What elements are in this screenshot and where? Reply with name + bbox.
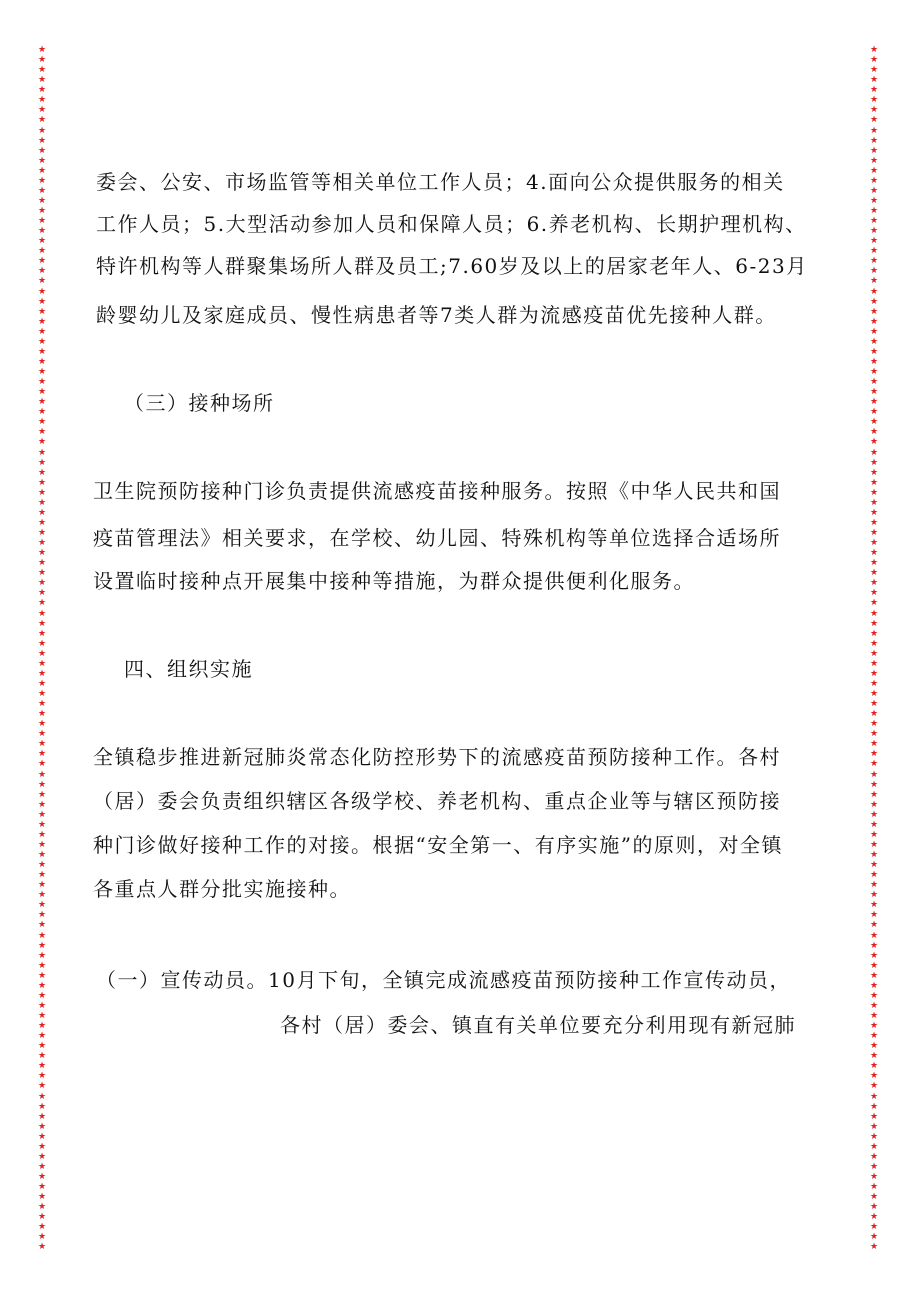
- star-icon: ★: [37, 1101, 47, 1112]
- star-icon: ★: [869, 367, 879, 377]
- star-icon: ★: [869, 870, 879, 881]
- star-icon: ★: [869, 1232, 879, 1243]
- star-icon: ★: [869, 860, 879, 871]
- star-icon: ★: [37, 668, 47, 679]
- star-icon: ★: [37, 648, 47, 659]
- star-icon: ★: [37, 749, 47, 760]
- star-icon: ★: [869, 558, 879, 569]
- star-icon: ★: [37, 65, 47, 76]
- star-icon: ★: [869, 1121, 879, 1132]
- star-icon: ★: [869, 115, 879, 126]
- text-line: （居）委会负责组织辖区各级学校、养老机构、重点企业等与辖区预防接: [93, 789, 781, 813]
- star-icon: ★: [869, 789, 879, 800]
- star-icon: ★: [37, 246, 47, 257]
- star-icon: ★: [37, 125, 47, 136]
- star-icon: ★: [37, 1031, 47, 1042]
- star-icon: ★: [37, 658, 47, 669]
- star-icon: ★: [869, 1091, 879, 1102]
- star-icon: ★: [869, 397, 879, 408]
- star-icon: ★: [869, 226, 879, 237]
- star-icon: ★: [869, 286, 879, 297]
- star-icon: ★: [869, 819, 879, 830]
- star-icon: ★: [37, 709, 47, 720]
- text-line: 卫生院预防接种门诊负责提供流感疫苗接种服务。按照《中华人民共和国: [93, 479, 781, 503]
- star-icon: ★: [869, 326, 879, 337]
- star-icon: ★: [869, 628, 879, 639]
- star-icon: ★: [869, 1182, 879, 1193]
- star-icon: ★: [37, 829, 47, 840]
- star-icon: ★: [869, 910, 879, 921]
- star-icon: ★: [869, 689, 879, 699]
- star-icon: ★: [869, 829, 879, 840]
- star-icon: ★: [37, 1141, 47, 1152]
- star-icon: ★: [37, 437, 47, 448]
- star-icon: ★: [37, 568, 47, 579]
- section-heading: 四、组织实施: [124, 657, 253, 681]
- star-icon: ★: [37, 296, 47, 307]
- text-line: 各重点人群分批实施接种。: [93, 877, 351, 901]
- star-icon: ★: [37, 900, 47, 911]
- star-icon: ★: [37, 427, 47, 438]
- star-icon: ★: [37, 689, 47, 699]
- star-icon: ★: [869, 356, 879, 367]
- star-icon: ★: [37, 95, 47, 106]
- star-icon: ★: [37, 1051, 47, 1062]
- star-icon: ★: [37, 387, 47, 398]
- star-icon: ★: [37, 809, 47, 820]
- star-icon: ★: [869, 779, 879, 790]
- star-icon: ★: [869, 940, 879, 951]
- star-icon: ★: [869, 980, 879, 991]
- star-icon: ★: [37, 286, 47, 297]
- star-icon: ★: [37, 517, 47, 528]
- star-icon: ★: [869, 950, 879, 961]
- star-icon: ★: [37, 1161, 47, 1172]
- star-icon: ★: [37, 367, 47, 377]
- star-icon: ★: [37, 880, 47, 891]
- star-icon: ★: [869, 1111, 879, 1122]
- text-line: 疫苗管理法》相关要求，在学校、幼儿园、特殊机构等单位选择合适场所: [93, 526, 781, 550]
- star-icon: ★: [37, 336, 47, 347]
- star-icon: ★: [37, 618, 47, 629]
- star-icon: ★: [869, 517, 879, 528]
- star-icon: ★: [869, 648, 879, 659]
- star-icon: ★: [37, 135, 47, 146]
- text-line: 全镇稳步推进新冠肺炎常态化防控形势下的流感疫苗预防接种工作。各村: [93, 745, 781, 769]
- star-icon: ★: [869, 1011, 879, 1021]
- star-icon: ★: [869, 1071, 879, 1082]
- star-icon: ★: [37, 628, 47, 639]
- star-icon: ★: [869, 1041, 879, 1052]
- star-icon: ★: [37, 1131, 47, 1142]
- star-icon: ★: [869, 145, 879, 156]
- star-icon: ★: [869, 1131, 879, 1142]
- star-icon: ★: [37, 195, 47, 206]
- star-icon: ★: [869, 447, 879, 458]
- star-icon: ★: [37, 1071, 47, 1082]
- star-icon: ★: [37, 1121, 47, 1132]
- star-icon: ★: [869, 528, 879, 538]
- star-icon: ★: [869, 1031, 879, 1042]
- star-icon: ★: [869, 719, 879, 730]
- star-icon: ★: [869, 749, 879, 760]
- star-icon: ★: [869, 608, 879, 619]
- star-icon: ★: [37, 558, 47, 569]
- star-icon: ★: [869, 65, 879, 76]
- star-icon: ★: [869, 377, 879, 388]
- star-icon: ★: [869, 497, 879, 508]
- star-icon: ★: [37, 467, 47, 478]
- star-icon: ★: [869, 970, 879, 981]
- star-icon: ★: [869, 1202, 879, 1213]
- star-icon: ★: [37, 256, 47, 267]
- text-line: 龄婴幼儿及家庭成员、慢性病患者等7类人群为流感疫苗优先接种人群。: [96, 303, 777, 327]
- star-icon: ★: [869, 407, 879, 418]
- star-icon: ★: [37, 528, 47, 538]
- star-icon: ★: [37, 477, 47, 488]
- star-icon: ★: [37, 155, 47, 166]
- star-icon: ★: [869, 316, 879, 327]
- star-icon: ★: [869, 1061, 879, 1072]
- star-icon: ★: [37, 940, 47, 951]
- star-icon: ★: [37, 115, 47, 126]
- star-icon: ★: [869, 105, 879, 116]
- star-icon: ★: [869, 427, 879, 438]
- star-icon: ★: [37, 1172, 47, 1182]
- text-line: 特许机构等人群聚集场所人群及员工;7.60岁及以上的居家老年人、6-23月: [96, 254, 808, 278]
- star-icon: ★: [869, 799, 879, 810]
- star-icon: ★: [869, 306, 879, 317]
- star-icon: ★: [37, 1192, 47, 1203]
- star-icon: ★: [37, 638, 47, 649]
- section-heading: （三）接种场所: [124, 391, 275, 415]
- star-icon: ★: [869, 216, 879, 227]
- star-icon: ★: [869, 165, 879, 176]
- star-icon: ★: [37, 356, 47, 367]
- star-icon: ★: [37, 1011, 47, 1021]
- star-icon: ★: [869, 1192, 879, 1203]
- star-icon: ★: [37, 85, 47, 96]
- star-icon: ★: [37, 1091, 47, 1102]
- star-icon: ★: [37, 457, 47, 468]
- star-icon: ★: [869, 155, 879, 166]
- star-icon: ★: [869, 387, 879, 398]
- star-icon: ★: [37, 1111, 47, 1122]
- text-line: 种门诊做好接种工作的对接。根据“安全第一、有序实施”的原则，对全镇: [93, 833, 783, 857]
- star-icon: ★: [37, 779, 47, 790]
- star-icon: ★: [37, 1000, 47, 1011]
- star-icon: ★: [37, 216, 47, 227]
- star-icon: ★: [37, 870, 47, 881]
- star-icon: ★: [869, 236, 879, 247]
- star-icon: ★: [37, 105, 47, 116]
- star-icon: ★: [869, 1081, 879, 1092]
- text-line: （一）宣传动员。10月下旬，全镇完成流感疫苗预防接种工作宣传动员，: [96, 968, 791, 992]
- star-icon: ★: [869, 548, 879, 559]
- star-icon: ★: [37, 930, 47, 941]
- text-line: 设置临时接种点开展集中接种等措施，为群众提供便利化服务。: [93, 569, 695, 593]
- star-icon: ★: [869, 487, 879, 498]
- star-icon: ★: [869, 729, 879, 740]
- star-icon: ★: [37, 185, 47, 196]
- star-icon: ★: [37, 497, 47, 508]
- star-icon: ★: [37, 487, 47, 498]
- star-icon: ★: [869, 206, 879, 216]
- star-icon: ★: [37, 1212, 47, 1223]
- star-icon: ★: [37, 1182, 47, 1193]
- star-icon: ★: [869, 195, 879, 206]
- star-icon: ★: [37, 377, 47, 388]
- star-icon: ★: [869, 55, 879, 66]
- star-icon: ★: [37, 397, 47, 408]
- star-icon: ★: [869, 1222, 879, 1233]
- star-icon: ★: [37, 910, 47, 921]
- star-icon: ★: [37, 960, 47, 971]
- star-icon: ★: [37, 990, 47, 1001]
- star-icon: ★: [869, 1141, 879, 1152]
- star-icon: ★: [869, 759, 879, 770]
- star-icon: ★: [869, 336, 879, 347]
- star-icon: ★: [869, 266, 879, 277]
- text-line: 委会、公安、市场监管等相关单位工作人员；4.面向公众提供服务的相关: [96, 170, 785, 194]
- star-icon: ★: [37, 145, 47, 156]
- star-icon: ★: [869, 920, 879, 931]
- star-icon: ★: [869, 1242, 879, 1253]
- text-line: 工作人员；5.大型活动参加人员和保障人员；6.养老机构、长期护理机构、: [96, 212, 807, 236]
- star-icon: ★: [37, 417, 47, 428]
- star-icon: ★: [37, 739, 47, 750]
- star-icon: ★: [37, 175, 47, 186]
- star-icon: ★: [37, 407, 47, 418]
- star-icon: ★: [869, 568, 879, 579]
- star-icon: ★: [869, 125, 879, 136]
- star-icon: ★: [37, 799, 47, 810]
- star-icon: ★: [37, 699, 47, 710]
- star-icon: ★: [869, 296, 879, 307]
- star-icon: ★: [869, 960, 879, 971]
- star-icon: ★: [37, 326, 47, 337]
- star-icon: ★: [869, 85, 879, 96]
- star-icon: ★: [869, 588, 879, 599]
- star-icon: ★: [37, 598, 47, 609]
- star-icon: ★: [37, 45, 47, 55]
- star-icon: ★: [37, 678, 47, 689]
- star-icon: ★: [869, 538, 879, 549]
- star-icon: ★: [37, 1021, 47, 1032]
- star-icon: ★: [37, 55, 47, 66]
- star-icon: ★: [869, 990, 879, 1001]
- star-icon: ★: [869, 1151, 879, 1162]
- star-icon: ★: [37, 538, 47, 549]
- star-icon: ★: [869, 739, 879, 750]
- star-icon: ★: [869, 1212, 879, 1223]
- star-icon: ★: [37, 789, 47, 800]
- star-icon: ★: [37, 1232, 47, 1243]
- star-icon: ★: [37, 346, 47, 357]
- star-icon: ★: [37, 608, 47, 619]
- star-icon: ★: [869, 880, 879, 891]
- star-icon: ★: [869, 930, 879, 941]
- star-icon: ★: [869, 477, 879, 488]
- star-icon: ★: [37, 890, 47, 901]
- star-icon: ★: [37, 769, 47, 780]
- star-icon: ★: [869, 437, 879, 448]
- star-icon: ★: [37, 1081, 47, 1092]
- star-icon: ★: [869, 638, 879, 649]
- star-icon: ★: [37, 226, 47, 237]
- star-icon: ★: [37, 850, 47, 860]
- star-icon: ★: [869, 678, 879, 689]
- star-icon: ★: [37, 507, 47, 518]
- star-icon: ★: [869, 417, 879, 428]
- star-icon: ★: [869, 900, 879, 911]
- star-icon: ★: [869, 507, 879, 518]
- star-icon: ★: [37, 206, 47, 216]
- star-icon: ★: [37, 719, 47, 730]
- star-icon: ★: [37, 306, 47, 317]
- star-icon: ★: [37, 1151, 47, 1162]
- star-icon: ★: [37, 578, 47, 589]
- star-icon: ★: [37, 839, 47, 850]
- star-icon: ★: [37, 276, 47, 287]
- star-icon: ★: [37, 75, 47, 86]
- star-icon: ★: [869, 135, 879, 146]
- star-icon: ★: [37, 1242, 47, 1253]
- star-icon: ★: [869, 1101, 879, 1112]
- star-icon: ★: [869, 850, 879, 860]
- star-icon: ★: [869, 467, 879, 478]
- star-icon: ★: [869, 668, 879, 679]
- star-icon: ★: [869, 45, 879, 55]
- star-icon: ★: [869, 256, 879, 267]
- star-icon: ★: [37, 548, 47, 559]
- star-icon: ★: [869, 185, 879, 196]
- star-icon: ★: [869, 809, 879, 820]
- star-icon: ★: [37, 819, 47, 830]
- star-icon: ★: [37, 1061, 47, 1072]
- star-icon: ★: [869, 699, 879, 710]
- star-icon: ★: [37, 266, 47, 277]
- star-icon: ★: [37, 1041, 47, 1052]
- star-icon: ★: [869, 1172, 879, 1182]
- star-icon: ★: [869, 658, 879, 669]
- star-icon: ★: [37, 729, 47, 740]
- star-icon: ★: [37, 860, 47, 871]
- star-icon: ★: [37, 1202, 47, 1213]
- star-icon: ★: [869, 709, 879, 720]
- star-icon: ★: [37, 920, 47, 931]
- star-icon: ★: [869, 839, 879, 850]
- star-icon: ★: [869, 1000, 879, 1011]
- star-icon: ★: [869, 769, 879, 780]
- star-icon: ★: [869, 346, 879, 357]
- star-icon: ★: [869, 618, 879, 629]
- star-icon: ★: [869, 1051, 879, 1062]
- star-icon: ★: [869, 578, 879, 589]
- star-icon: ★: [37, 980, 47, 991]
- text-line: 各村（居）委会、镇直有关单位要充分利用现有新冠肺: [280, 1013, 796, 1037]
- star-icon: ★: [37, 236, 47, 247]
- star-icon: ★: [869, 1021, 879, 1032]
- star-icon: ★: [37, 950, 47, 961]
- star-icon: ★: [869, 276, 879, 287]
- star-icon: ★: [37, 759, 47, 770]
- star-icon: ★: [869, 890, 879, 901]
- star-icon: ★: [37, 1222, 47, 1233]
- star-icon: ★: [869, 175, 879, 186]
- star-icon: ★: [869, 598, 879, 609]
- star-icon: ★: [869, 95, 879, 106]
- star-icon: ★: [37, 316, 47, 327]
- star-icon: ★: [37, 447, 47, 458]
- star-icon: ★: [869, 457, 879, 468]
- star-icon: ★: [37, 970, 47, 981]
- star-icon: ★: [869, 246, 879, 257]
- star-icon: ★: [869, 75, 879, 86]
- star-icon: ★: [869, 1161, 879, 1172]
- star-icon: ★: [37, 165, 47, 176]
- star-icon: ★: [37, 588, 47, 599]
